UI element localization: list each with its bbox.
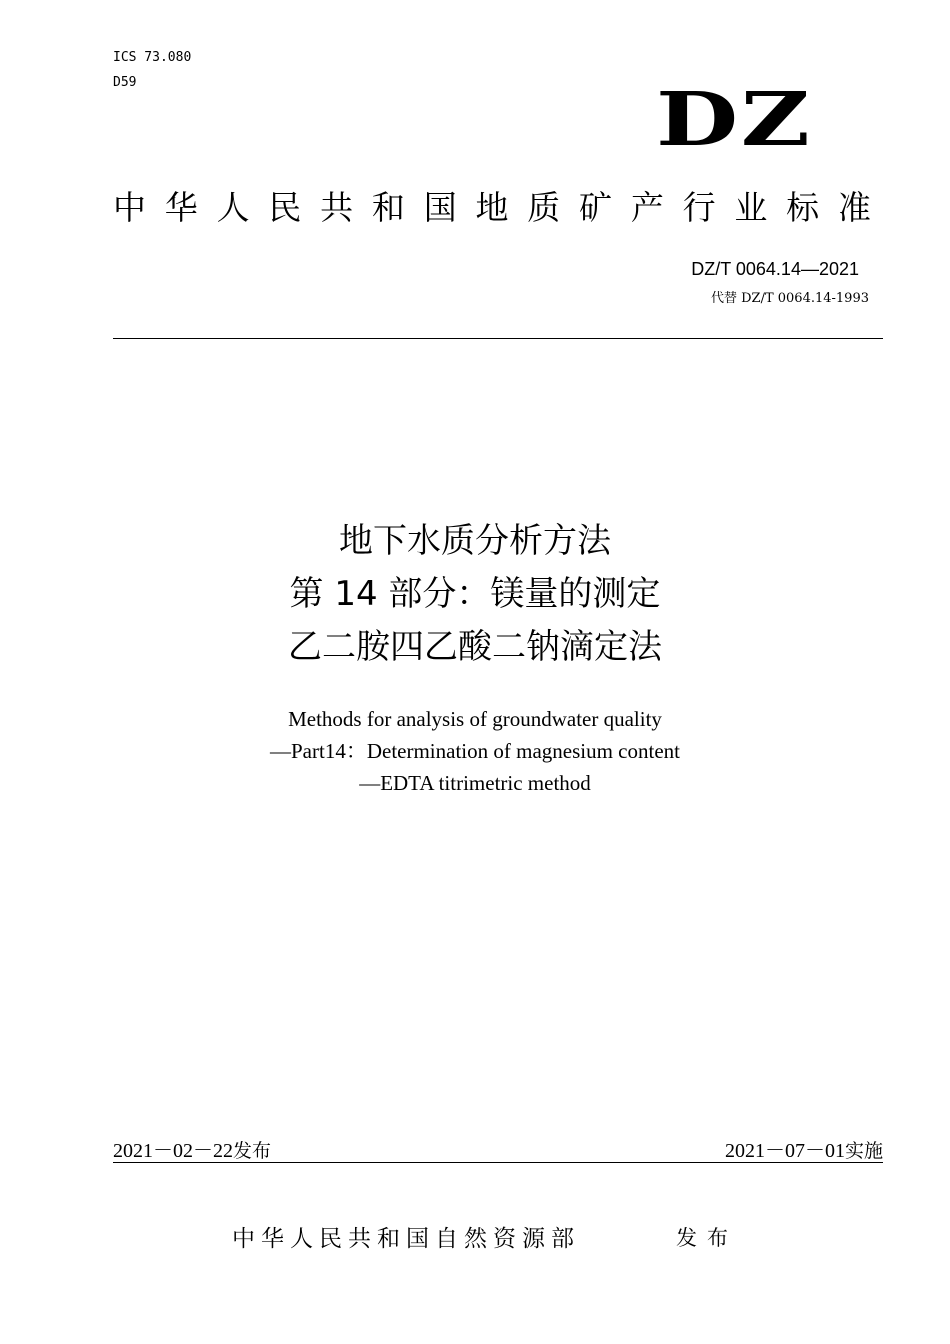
standard-type-char: 矿 (579, 188, 613, 227)
standard-type-char: 共 (320, 188, 354, 227)
top-divider (113, 338, 883, 339)
bottom-divider (113, 1162, 883, 1163)
implement-date (725, 1138, 883, 1164)
standard-type-char: 民 (268, 188, 302, 227)
standard-type-char: 和 (371, 188, 405, 227)
replaces-standard: 代替 DZ/T 0064.14-1993 (710, 291, 869, 306)
standard-number: DZ/T 0064.14—2021 (691, 259, 859, 279)
standard-type-char: 标 (786, 188, 820, 227)
standard-type-char: 国 (423, 188, 457, 227)
standard-type-char: 中 (113, 188, 146, 227)
standard-type-char: 准 (837, 188, 871, 227)
publish-label: 发布 (676, 1226, 738, 1250)
english-title-line: —Part14：Determination of magnesium content (270, 739, 680, 763)
issue-date-value: 2021－02－22 (113, 1140, 233, 1162)
chinese-title-line: 地下水质分析方法 (339, 521, 611, 561)
standard-type-char: 质 (527, 188, 561, 227)
chinese-title-line: 乙二胺四乙酸二钠滴定法 (288, 627, 662, 667)
standard-type-char: 行 (682, 188, 716, 227)
standard-type-char: 华 (164, 188, 198, 227)
standard-type-char: 人 (216, 188, 250, 227)
implement-date-label: 实施 (844, 1140, 883, 1162)
english-title-line: Methods for analysis of groundwater quality (288, 707, 662, 731)
issue-date (113, 1138, 271, 1164)
chinese-title (0, 515, 950, 674)
dz-logo: DZ (656, 77, 813, 163)
standard-type-char: 地 (475, 188, 509, 227)
implement-date-value: 2021－07－01 (724, 1140, 845, 1162)
publisher-name: 中华人民共和国自然资源部 (232, 1226, 580, 1252)
standard-type-char: 产 (630, 188, 664, 227)
standard-type-char: 业 (734, 188, 768, 227)
standard-type-title (113, 186, 871, 230)
chinese-title-line: 第 14 部分：镁量的测定 (289, 574, 661, 614)
ics-code: ICS 73.080 (113, 50, 192, 65)
english-title-line: —EDTA titrimetric method (359, 771, 591, 795)
issue-date-label: 发布 (233, 1140, 272, 1162)
ccs-code: D59 (113, 75, 137, 90)
english-title (0, 703, 950, 799)
